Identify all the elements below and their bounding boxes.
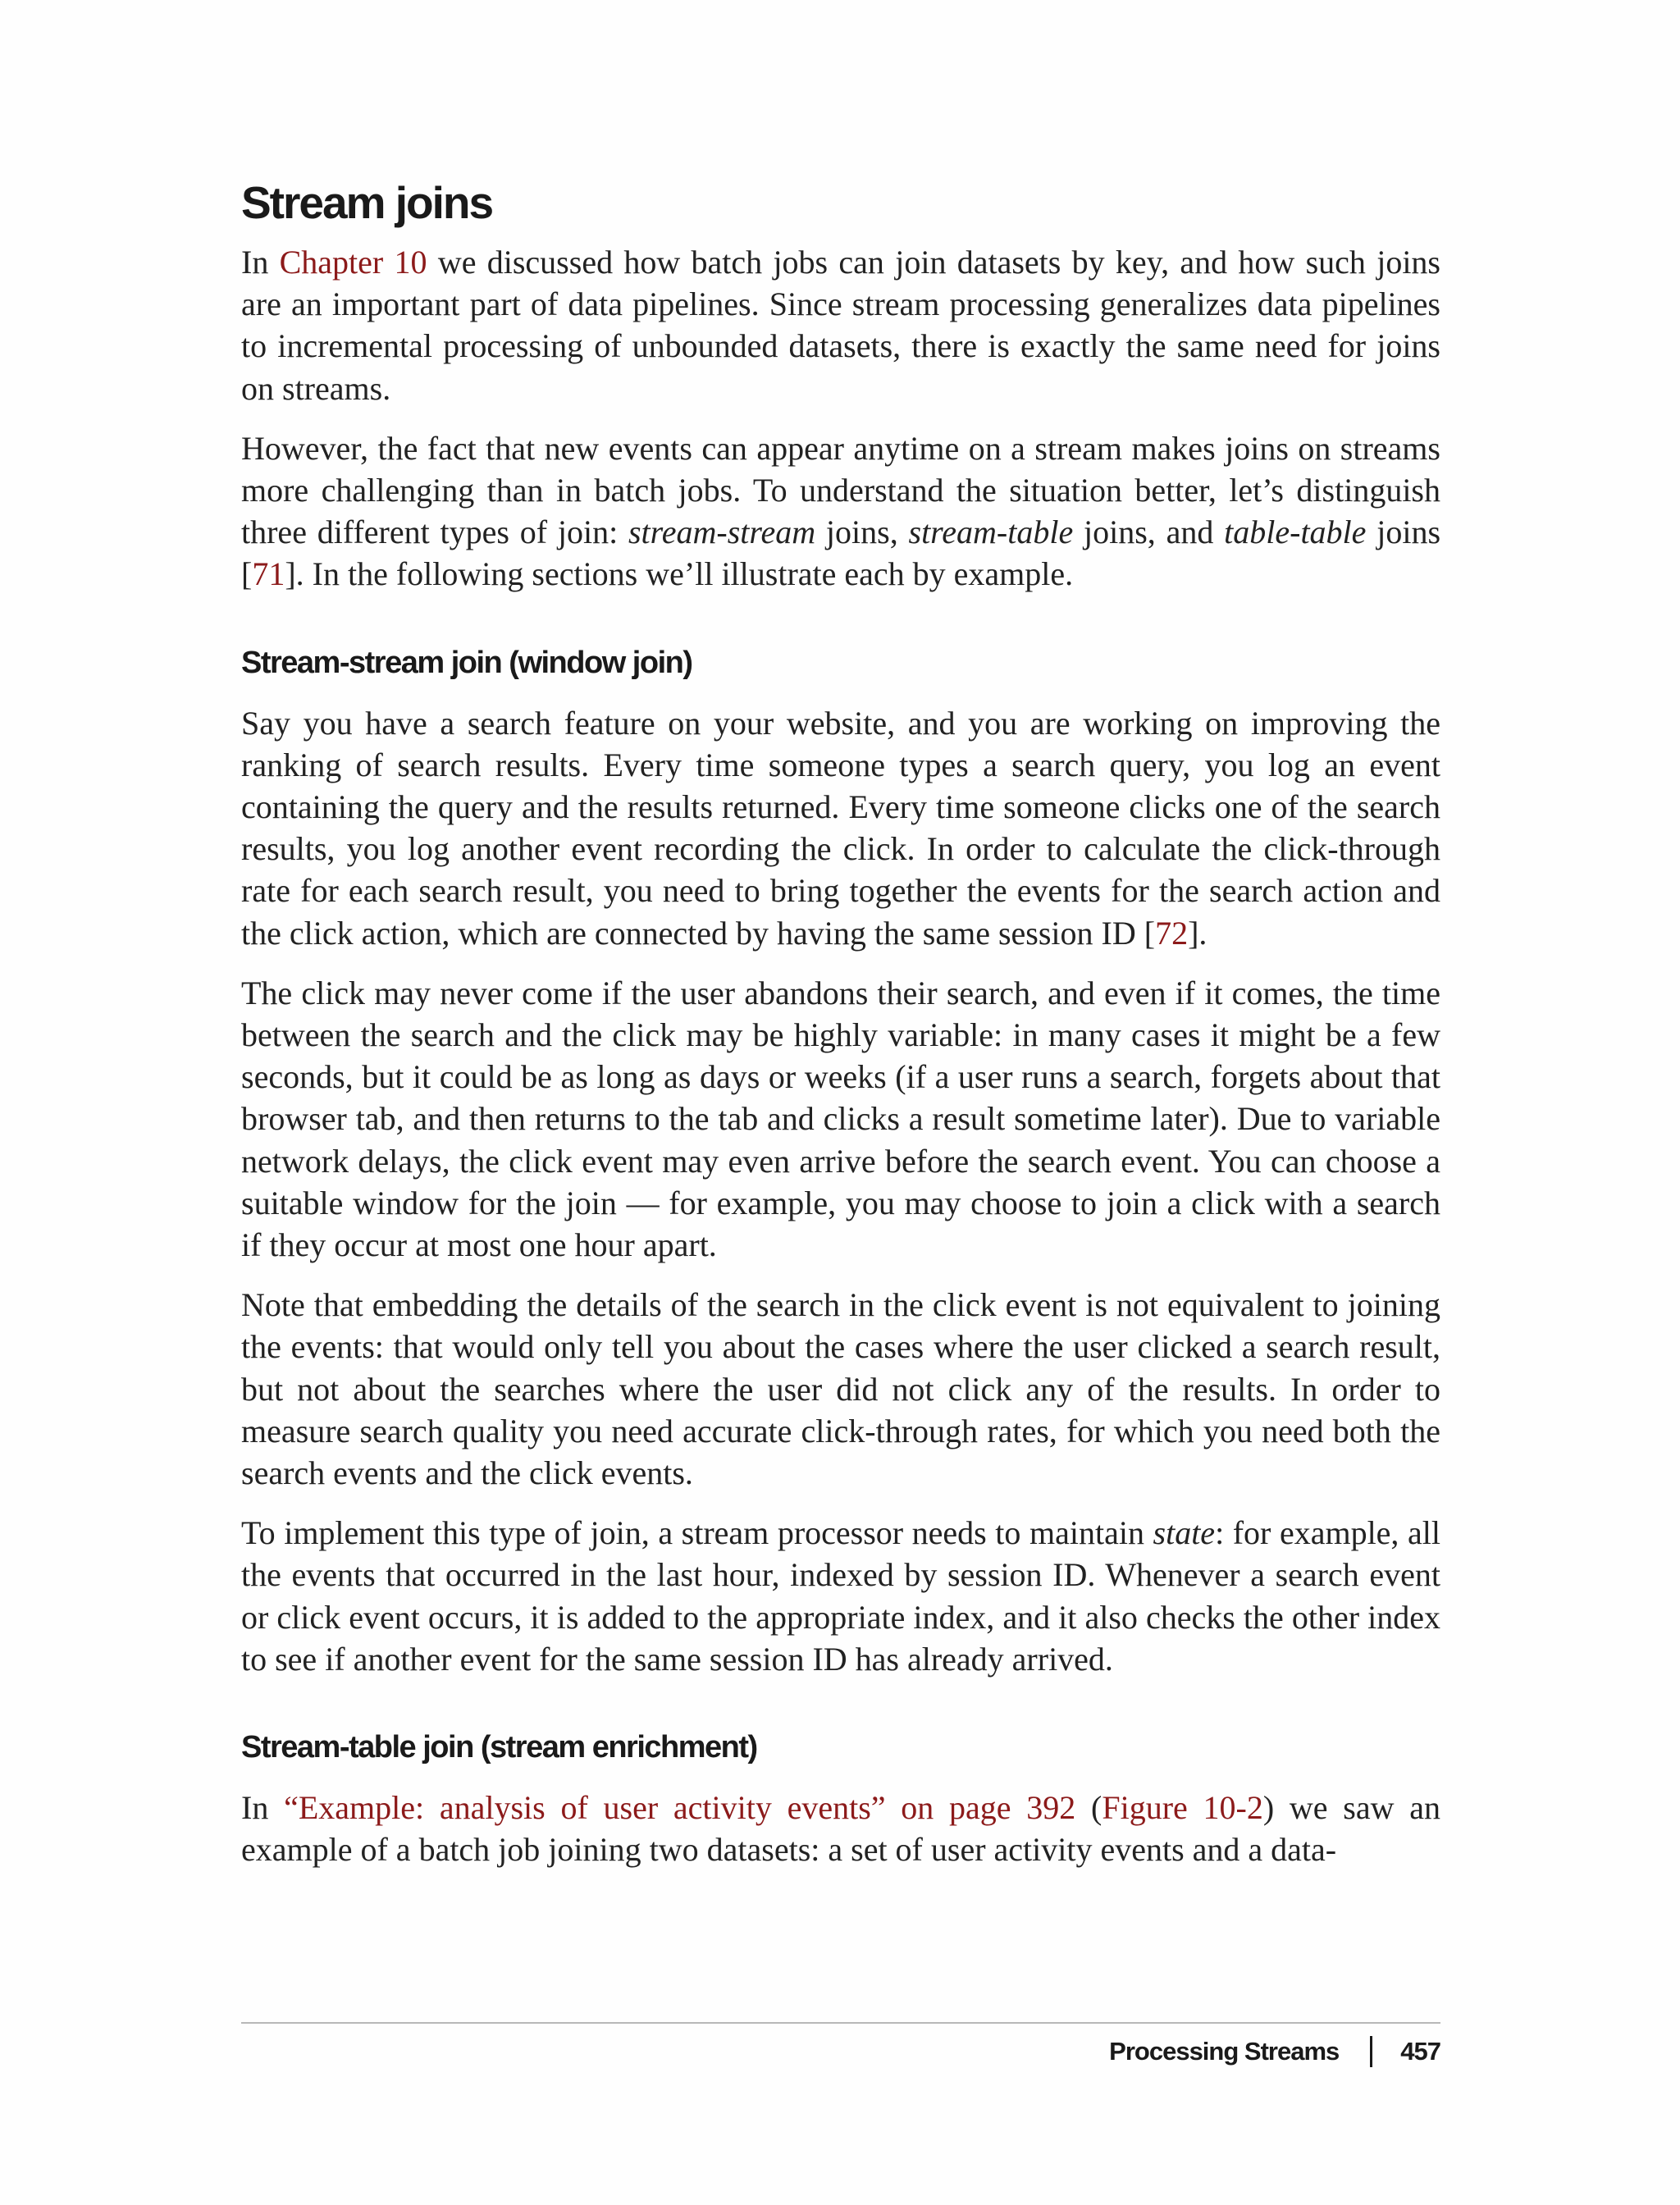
section-title: Stream joins	[241, 177, 493, 228]
text-run: : for example, all the events that occurred in the last hour, indexed by session ID. Whenever a search event or click event occurs, it is added to the appropriate index, and it also checks the other index to see if another event for the same session ID has already arrived.	[241, 1514, 1440, 1678]
text-run: In	[241, 1789, 285, 1827]
text-run: ]. In the following sections we’ll illustrate each by example.	[285, 555, 1074, 593]
subsection-title-stream-stream: Stream-stream join (window join)	[241, 645, 692, 680]
emphasis-term: stream-stream	[628, 514, 816, 551]
text-run: joins [	[241, 514, 1441, 593]
text-run: To implement this type of join, a stream processor needs to maintain	[241, 1514, 1153, 1552]
section-reference-link[interactable]: “Example: analysis of user activity events” on page 392	[284, 1789, 1076, 1827]
page-footer	[1109, 2036, 1440, 2067]
emphasis-term: stream-table	[908, 514, 1074, 551]
emphasis-term: table-table	[1224, 514, 1367, 551]
footer-divider	[241, 2022, 1440, 2024]
text-run: we discussed how batch jobs can join datasets by key, and how such joins are an important part of data pipelines. Since stream processing generalizes data pipelines to incremental processing of unbounded datasets, there is exactly the same need for joins on streams.	[241, 244, 1440, 407]
stream-stream-paragraph-1	[241, 702, 1440, 954]
figure-10-2-link[interactable]: Figure 10-2	[1102, 1789, 1263, 1827]
text-run: ].	[1188, 914, 1208, 952]
stream-stream-paragraph-3: Note that embedding the details of the search in the click event is not equivalent to joining the events: that would only tell you about the cases where the user clicked a search result, but not about the searches where the user did not click any of the results. In order to measure search quality you need accurate click-through rates, for which you need both the search events and the click events.	[241, 1286, 1440, 1492]
reference-72-link[interactable]: 72	[1155, 914, 1189, 952]
intro-paragraph-1	[241, 241, 1440, 409]
footer-separator	[1370, 2036, 1372, 2067]
text-run: ) we saw an example of a batch job joining two datasets: a set of user activity events and a data-	[241, 1789, 1440, 1869]
emphasis-term: state	[1153, 1514, 1216, 1552]
text-run: In	[241, 244, 280, 281]
chapter-10-link[interactable]: Chapter 10	[279, 244, 427, 281]
text-run: joins, and	[1073, 514, 1225, 551]
subsection-title-stream-table: Stream-table join (stream enrichment)	[241, 1730, 757, 1765]
intro-paragraph-2	[241, 427, 1440, 596]
footer-section-name: Processing Streams	[1109, 2037, 1340, 2066]
stream-stream-paragraph-2: The click may never come if the user abandons their search, and even if it comes, the time between the search and the click may be highly variable: in many cases it might be a few seconds, but it could be as long as days or weeks (if a user runs a search, forgets about that browser tab, and then returns to the tab and clicks a result sometime later). Due to variable network delays, the click event may even arrive before the search event. You can choose a suitable window for the join — for example, you may choose to join a click with a search if they occur at most one hour apart.	[241, 974, 1440, 1264]
page-content	[241, 172, 1440, 1889]
text-run: (	[1075, 1789, 1102, 1827]
text-run: Say you have a search feature on your website, and you are working on improving the ranking of search results. Every time someone types a search query, you log an event containing the query and the results returned. Every time someone clicks one of the search results, you log another event recording the click. In order to calculate the click-through rate for each search result, you need to bring together the events for the search action and the click action, which are connected by having the same session ID [	[241, 704, 1440, 952]
text-run: joins,	[815, 514, 909, 551]
text-run: However, the fact that new events can appear anytime on a stream makes joins on streams more challenging than in batch jobs. To understand the situation better, let’s distinguish three different types of join:	[241, 429, 1440, 551]
stream-stream-paragraph-4	[241, 1512, 1440, 1680]
page-number: 457	[1400, 2037, 1440, 2066]
stream-table-paragraph-1	[241, 1787, 1440, 1870]
reference-71-link[interactable]: 71	[252, 555, 285, 593]
